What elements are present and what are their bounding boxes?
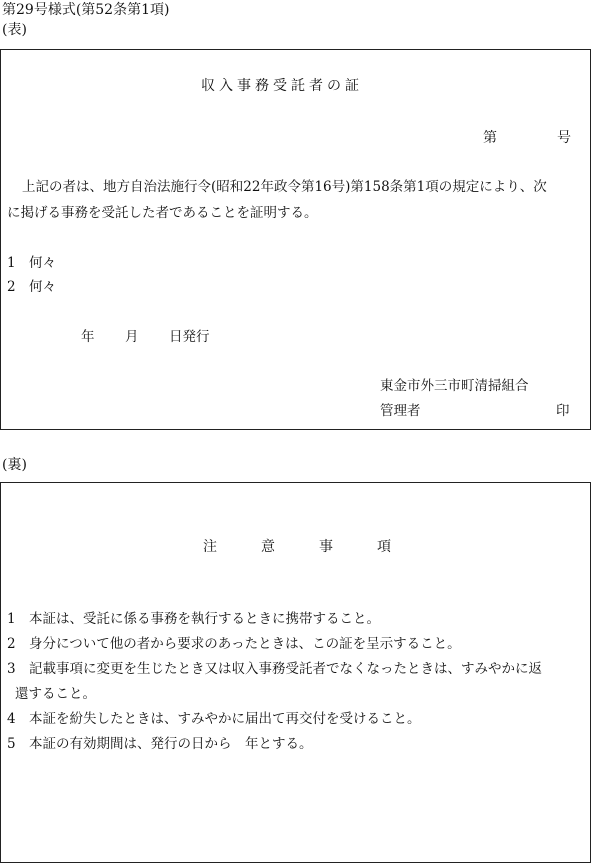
note-number: 1	[7, 611, 16, 627]
note-text: 還すること。	[15, 686, 96, 702]
note-item	[7, 610, 380, 628]
note-number: 3	[7, 661, 16, 677]
manager-title: 管理者	[380, 403, 421, 419]
item-row	[7, 254, 56, 272]
notes-title-char: 事	[319, 539, 333, 555]
note-item	[7, 735, 313, 753]
seal-mark: 印	[556, 403, 570, 419]
certificate-body-line2: に掲げる事務を受託した者であることを証明する。	[7, 205, 318, 221]
note-number: 5	[7, 736, 16, 752]
certificate-body-line1: 上記の者は、地方自治法施行令(昭和22年政令第16号)第158条第1項の規定により、次	[22, 179, 547, 195]
back-label: (裏)	[2, 457, 27, 473]
issue-day: 日発行	[169, 329, 210, 345]
note-item	[7, 635, 461, 653]
note-item	[7, 710, 421, 728]
note-text: 本証の有効期間は、発行の日から 年とする。	[29, 736, 313, 752]
item-number: 2	[7, 279, 16, 295]
note-text: 記載事項に変更を生じたとき又は収入事務受託者でなくなったときは、すみやかに返	[29, 661, 542, 677]
number-suffix: 号	[557, 130, 571, 146]
front-label: (表)	[2, 22, 27, 38]
note-text: 本証は、受託に係る事務を執行するときに携帯すること。	[29, 611, 380, 627]
note-text: 本証を紛失したときは、すみやかに届出て再交付を受けること。	[29, 711, 421, 727]
note-continuation	[15, 685, 96, 703]
number-prefix: 第	[483, 130, 497, 146]
back-card	[0, 482, 591, 863]
item-number: 1	[7, 255, 16, 271]
front-title: 収入事務受託者の証	[201, 78, 363, 94]
item-row	[7, 278, 56, 296]
note-text: 身分について他の者から要求のあったときは、この証を呈示すること。	[29, 636, 461, 652]
note-item	[7, 660, 542, 678]
item-text: 何々	[29, 255, 56, 271]
issue-month: 月	[125, 329, 139, 345]
issue-year: 年	[81, 329, 95, 345]
form-number: 第29号様式(第52条第1項)	[2, 2, 170, 18]
item-text: 何々	[29, 279, 56, 295]
note-number: 2	[7, 636, 16, 652]
front-card	[0, 49, 591, 430]
note-number: 4	[7, 711, 16, 727]
notes-title-char: 項	[377, 539, 391, 555]
notes-title-char: 意	[261, 539, 275, 555]
issuer-name: 東金市外三市町清掃組合	[380, 378, 529, 394]
notes-title-char: 注	[203, 539, 217, 555]
